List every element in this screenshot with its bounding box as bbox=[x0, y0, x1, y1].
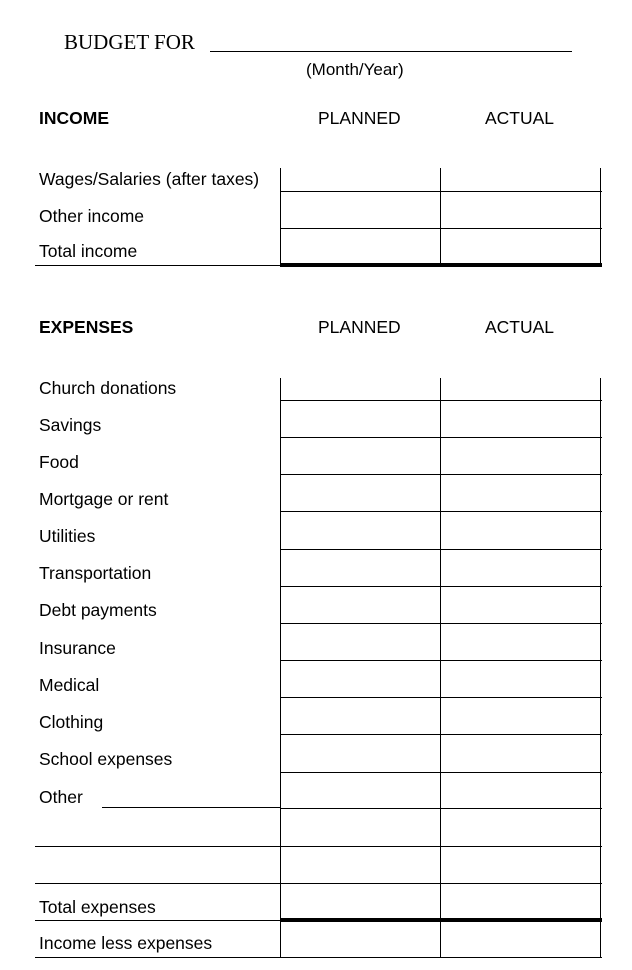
expenses-grid-line bbox=[600, 378, 601, 958]
income-grid-line bbox=[280, 228, 602, 229]
total-income-planned-cell[interactable] bbox=[282, 230, 439, 262]
income-grid-line bbox=[600, 168, 601, 266]
expenses-planned-heading: PLANNED bbox=[318, 317, 401, 337]
food-planned-cell[interactable] bbox=[282, 439, 439, 473]
church-donations-actual-cell[interactable] bbox=[442, 380, 599, 399]
expenses-grid-line bbox=[280, 697, 602, 698]
clothing-planned-cell[interactable] bbox=[282, 699, 439, 733]
month-year-caption: (Month/Year) bbox=[306, 60, 404, 79]
insurance-actual-cell[interactable] bbox=[442, 625, 599, 659]
savings-actual-cell[interactable] bbox=[442, 402, 599, 436]
expenses-actual-heading: ACTUAL bbox=[485, 317, 555, 337]
expense-row-label: Church donations bbox=[39, 378, 177, 398]
blank-row-actual-cell[interactable] bbox=[442, 810, 599, 845]
expenses-grid-line bbox=[280, 623, 602, 624]
expenses-grid-line bbox=[280, 378, 281, 958]
utilities-actual-cell[interactable] bbox=[442, 513, 599, 548]
income-row-label: Other income bbox=[39, 206, 145, 226]
expenses-grid-line bbox=[440, 378, 441, 958]
other-expense-actual-cell[interactable] bbox=[442, 774, 599, 807]
income-less-expenses-underline bbox=[35, 957, 281, 958]
expense-row-label: Food bbox=[39, 452, 79, 472]
debt-payments-planned-cell[interactable] bbox=[282, 588, 439, 622]
school-expenses-planned-cell[interactable] bbox=[282, 736, 439, 771]
expenses-grid-line bbox=[280, 957, 602, 958]
income-grid-line bbox=[440, 168, 441, 266]
expenses-grid-line bbox=[280, 400, 602, 401]
expense-row-label: Debt payments bbox=[39, 600, 157, 620]
expenses-grid-line bbox=[280, 772, 602, 773]
total-expenses-actual-cell[interactable] bbox=[442, 885, 599, 917]
wages-planned-cell[interactable] bbox=[282, 170, 439, 190]
expenses-grid-line bbox=[280, 474, 602, 475]
expense-row-label: Utilities bbox=[39, 526, 96, 546]
expenses-grid-line bbox=[280, 883, 602, 884]
income-less-expenses-planned-cell[interactable] bbox=[282, 923, 439, 956]
clothing-actual-cell[interactable] bbox=[442, 699, 599, 733]
expense-row-label: Savings bbox=[39, 415, 102, 435]
total-expenses-underline bbox=[35, 920, 281, 921]
expenses-grid-line bbox=[280, 511, 602, 512]
expenses-grid-line bbox=[280, 549, 602, 550]
savings-planned-cell[interactable] bbox=[282, 402, 439, 436]
income-row-label: Total income bbox=[39, 241, 138, 261]
expense-row-label: Clothing bbox=[39, 712, 104, 732]
page-title: BUDGET FOR bbox=[64, 30, 195, 54]
church-donations-planned-cell[interactable] bbox=[282, 380, 439, 399]
month-year-line[interactable] bbox=[210, 51, 572, 52]
total-expenses-planned-cell[interactable] bbox=[282, 885, 439, 917]
transportation-planned-cell[interactable] bbox=[282, 551, 439, 585]
expense-row-label: Transportation bbox=[39, 563, 152, 583]
mortgage-actual-cell[interactable] bbox=[442, 476, 599, 510]
mortgage-planned-cell[interactable] bbox=[282, 476, 439, 510]
income-total-underline bbox=[35, 265, 281, 266]
other-income-actual-cell[interactable] bbox=[442, 193, 599, 227]
blank-row-line[interactable] bbox=[35, 883, 281, 884]
income-planned-heading: PLANNED bbox=[318, 108, 401, 128]
school-expenses-actual-cell[interactable] bbox=[442, 736, 599, 771]
income-row-label: Wages/Salaries (after taxes) bbox=[39, 169, 260, 189]
blank-row-planned-cell[interactable] bbox=[282, 810, 439, 845]
medical-actual-cell[interactable] bbox=[442, 662, 599, 696]
expenses-heading: EXPENSES bbox=[39, 317, 134, 337]
income-less-expenses-actual-cell[interactable] bbox=[442, 923, 599, 956]
expense-row-label: Other bbox=[39, 787, 83, 807]
insurance-planned-cell[interactable] bbox=[282, 625, 439, 659]
wages-actual-cell[interactable] bbox=[442, 170, 599, 190]
other-expense-planned-cell[interactable] bbox=[282, 774, 439, 807]
utilities-planned-cell[interactable] bbox=[282, 513, 439, 548]
food-actual-cell[interactable] bbox=[442, 439, 599, 473]
income-heading: INCOME bbox=[39, 108, 109, 128]
debt-payments-actual-cell[interactable] bbox=[442, 588, 599, 622]
expense-row-label: School expenses bbox=[39, 749, 173, 769]
expenses-grid-line bbox=[280, 586, 602, 587]
expense-row-label: Medical bbox=[39, 675, 100, 695]
expenses-grid-line bbox=[280, 437, 602, 438]
income-total-rule bbox=[280, 263, 602, 267]
expenses-grid-line bbox=[280, 660, 602, 661]
transportation-actual-cell[interactable] bbox=[442, 551, 599, 585]
income-less-expenses-label: Income less expenses bbox=[39, 933, 213, 953]
blank-row-planned-cell[interactable] bbox=[282, 848, 439, 882]
expense-row-label: Mortgage or rent bbox=[39, 489, 169, 509]
income-grid-line bbox=[280, 168, 281, 266]
total-income-actual-cell[interactable] bbox=[442, 230, 599, 262]
blank-row-actual-cell[interactable] bbox=[442, 848, 599, 882]
medical-planned-cell[interactable] bbox=[282, 662, 439, 696]
blank-row-line[interactable] bbox=[35, 846, 281, 847]
expenses-grid-line bbox=[280, 734, 602, 735]
expenses-total-rule bbox=[280, 918, 602, 922]
income-actual-heading: ACTUAL bbox=[485, 108, 555, 128]
expense-row-label: Insurance bbox=[39, 638, 116, 658]
other-expense-write-in-line[interactable] bbox=[102, 807, 281, 808]
expenses-grid-line bbox=[280, 808, 602, 809]
expenses-grid-line bbox=[280, 846, 602, 847]
total-expenses-label: Total expenses bbox=[39, 897, 156, 917]
income-grid-line bbox=[280, 191, 602, 192]
other-income-planned-cell[interactable] bbox=[282, 193, 439, 227]
